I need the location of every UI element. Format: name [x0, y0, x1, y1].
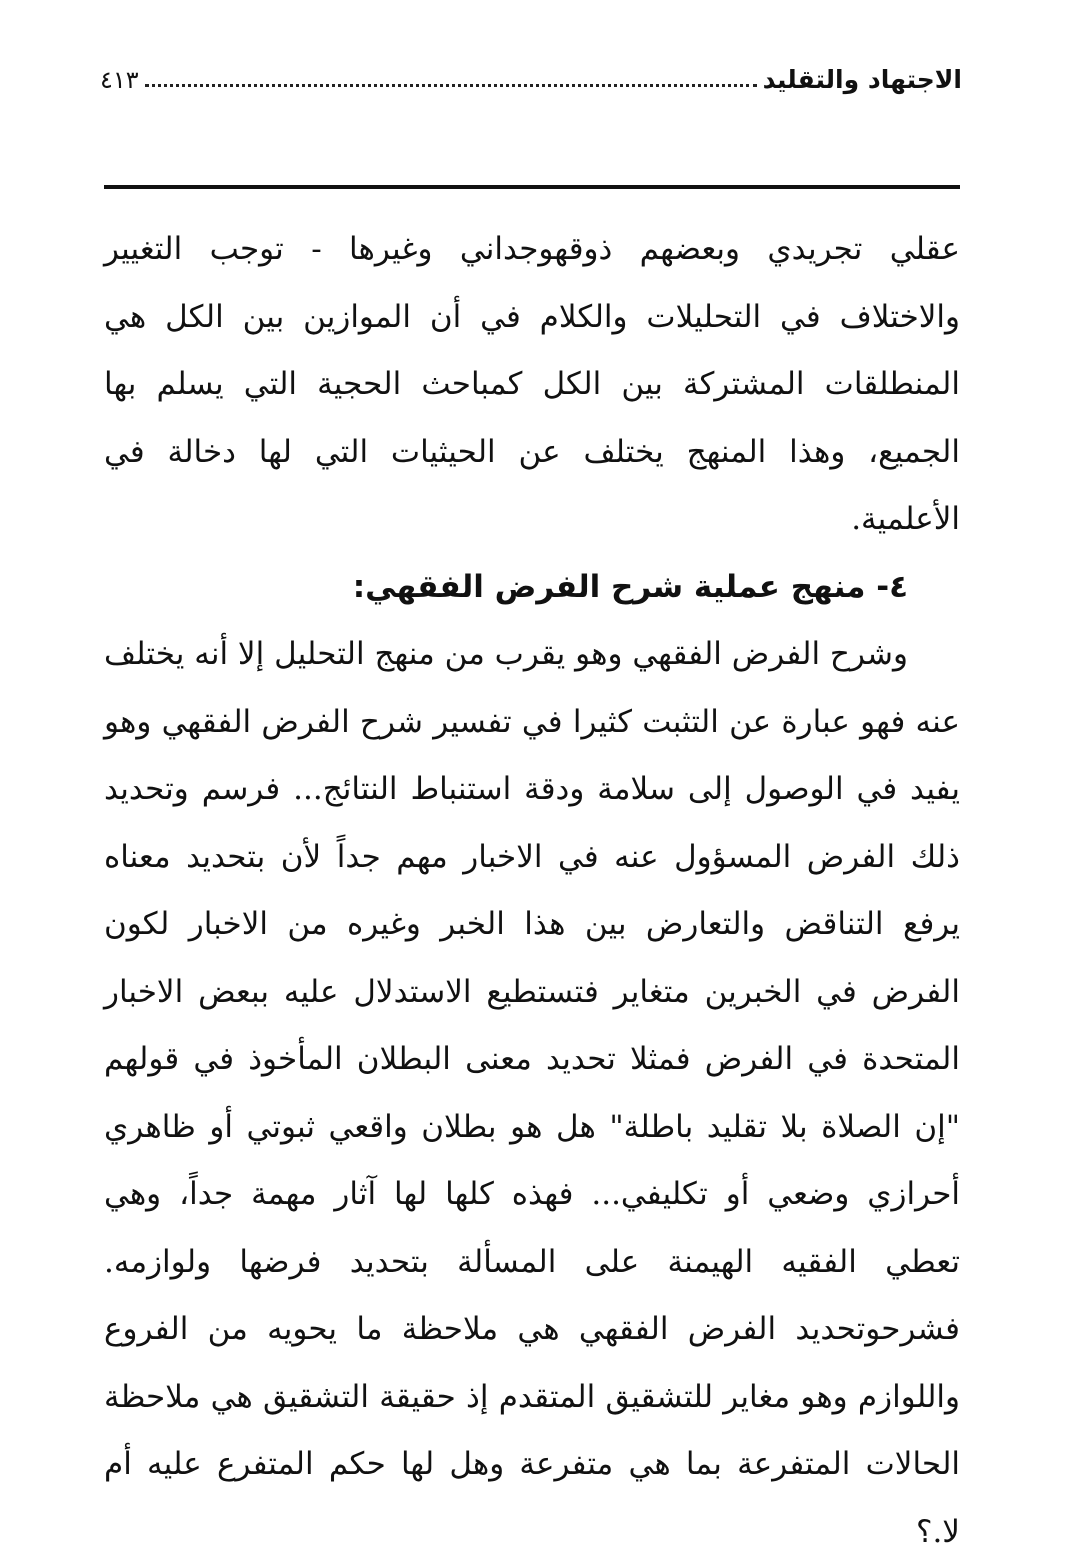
running-header — [100, 52, 962, 92]
running-header-title: الاجتهاد والتقليد — [762, 65, 962, 94]
dotted-leader — [145, 84, 757, 87]
body-paragraph-2: وشرح الفرض الفقهي وهو يقرب من منهج التحليل إلا أنه يختلف عنه فهو عبارة عن التثبت كثيرا في تفسير شرح الفرض الفقهي وهو يفيد في الوصول إلى سلامة ودقة استنباط النتائج... فرسم وتحديد ذلك الفرض المسؤول عنه في الاخبار مهم جداً لأن بتحديد معناه يرفع التناقض والتعارض بين هذا الخبر وغيره من الاخبار لكون الفرض في الخبرين متغاير فتستطيع الاستدلال عليه ببعض الاخبار المتحدة في الفرض فمثلا تحديد معنى البطلان المأخوذ في قولهم "إن الصلاة بلا تقليد باطلة" هل هو بطلان واقعي ثبوتي أو ظاهري أحرازي وضعي أو تكليفي... فهذه كلها لها آثار مهمة جداً، وهي تعطي الفقيه الهيمنة على المسألة بتحديد فرضها ولوازمه. فشرحوتحديد الفرض الفقهي هي ملاحظة ما يحويه من الفروع واللوازم وهو مغاير للتشقيق المتقدم إذ حقيقة التشقيق هي ملاحظة الحالات المتفرعة بما هي متفرعة وهل لها حكم المتفرع عليه أم لا.؟ — [104, 636, 960, 1550]
body-text — [104, 216, 960, 1566]
body-paragraph-1: عقلي تجريدي وبعضهم ذوقهوجداني وغيرها - توجب التغيير والاختلاف في التحليلات والكلام في أن الموازين بين الكل هي المنطلقات المشتركة بين الكل كمباحث الحجية التي يسلم بها الجميع، وهذا المنهج يختلف عن الحيثيات التي لها دخالة في الأعلمية. — [104, 231, 960, 537]
section-heading: ٤- منهج عملية شرح الفرض الفقهي: — [352, 568, 908, 605]
header-divider-rule — [104, 185, 960, 189]
page-number: ٤١٣ — [100, 66, 139, 94]
